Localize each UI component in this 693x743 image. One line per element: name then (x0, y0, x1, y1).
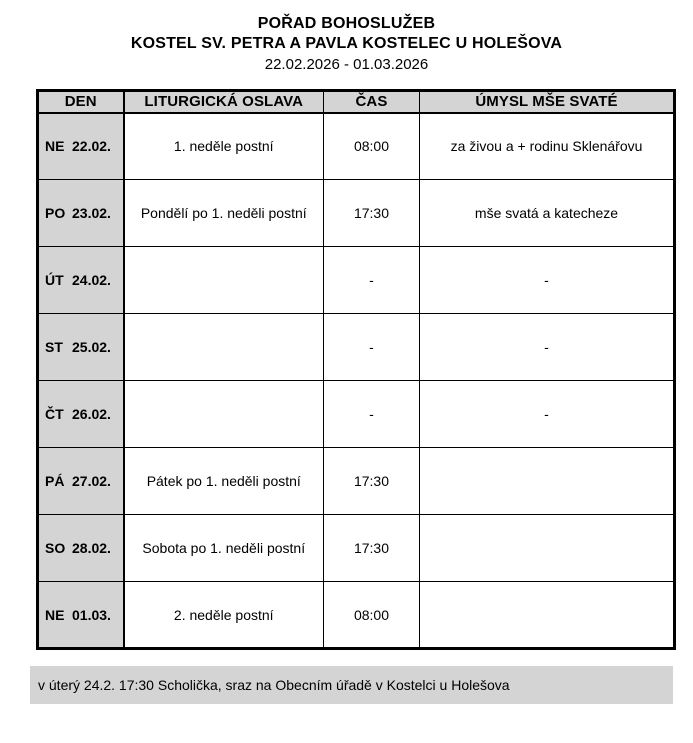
day-cell (38, 180, 124, 247)
document-header (0, 0, 693, 76)
footer-note-text: v úterý 24.2. 17:30 Scholička, sraz na Obecním úřadě v Kostelci u Holešova (38, 677, 510, 693)
day-date: 28.02. (72, 540, 111, 556)
column-header-liturgicka-oslava: LITURGICKÁ OSLAVA (124, 91, 324, 113)
celebration-cell: Pondělí po 1. neděli postní (124, 180, 324, 247)
celebration-cell: Pátek po 1. neděli postní (124, 448, 324, 515)
footer-note (30, 666, 673, 704)
day-date: 01.03. (72, 606, 111, 623)
time-cell: - (324, 247, 420, 314)
time-cell: 17:30 (324, 180, 420, 247)
day-date: 24.02. (72, 272, 111, 288)
time-cell: 08:00 (324, 113, 420, 180)
intention-cell (420, 582, 675, 649)
celebration-cell (124, 314, 324, 381)
table-row (38, 582, 675, 649)
time-cell: 17:30 (324, 448, 420, 515)
day-cell (38, 381, 124, 448)
schedule-table (36, 89, 676, 650)
column-header-cas: ČAS (324, 91, 420, 113)
celebration-cell (124, 247, 324, 314)
church-name: KOSTEL SV. PETRA A PAVLA KOSTELEC U HOLEŠOVA (130, 35, 563, 52)
time-cell: - (324, 314, 420, 381)
day-date: 25.02. (72, 339, 111, 355)
day-cell (38, 247, 124, 314)
day-abbr: ČT (45, 406, 64, 422)
celebration-cell: 2. neděle postní (124, 582, 324, 649)
day-cell (38, 515, 124, 582)
day-abbr: ÚT (45, 272, 64, 288)
day-abbr: NE (45, 138, 65, 155)
day-date: 23.02. (72, 205, 111, 221)
day-cell (38, 582, 124, 649)
celebration-cell: Sobota po 1. neděli postní (124, 515, 324, 582)
day-cell (38, 314, 124, 381)
day-abbr: ST (45, 339, 63, 355)
date-range: 22.02.2026 - 01.03.2026 (264, 56, 429, 73)
time-cell: 08:00 (324, 582, 420, 649)
table-row (38, 381, 675, 448)
day-abbr: NE (45, 606, 65, 623)
intention-cell (420, 448, 675, 515)
celebration-cell (124, 381, 324, 448)
table-row (38, 247, 675, 314)
column-header-umysl-mse-svate: ÚMYSL MŠE SVATÉ (420, 91, 675, 113)
time-cell: 17:30 (324, 515, 420, 582)
day-cell (38, 448, 124, 515)
table-row (38, 515, 675, 582)
intention-cell (420, 515, 675, 582)
time-cell: - (324, 381, 420, 448)
table-header-row (38, 91, 675, 113)
day-abbr: PO (45, 205, 66, 221)
intention-cell: mše svatá a katecheze (420, 180, 675, 247)
table-row (38, 113, 675, 180)
intention-cell: - (420, 314, 675, 381)
day-abbr: SO (45, 540, 66, 556)
column-header-den: DEN (38, 91, 124, 113)
day-cell (38, 113, 124, 180)
intention-cell: - (420, 247, 675, 314)
table-row (38, 314, 675, 381)
day-date: 26.02. (72, 406, 111, 422)
day-abbr: PÁ (45, 473, 65, 489)
day-date: 22.02. (72, 138, 111, 155)
table-row (38, 448, 675, 515)
intention-cell: za živou a + rodinu Sklenářovu (420, 113, 675, 180)
table-row (38, 180, 675, 247)
day-date: 27.02. (72, 473, 111, 489)
celebration-cell: 1. neděle postní (124, 113, 324, 180)
intention-cell: - (420, 381, 675, 448)
page-title: POŘAD BOHOSLUŽEB (257, 15, 436, 32)
